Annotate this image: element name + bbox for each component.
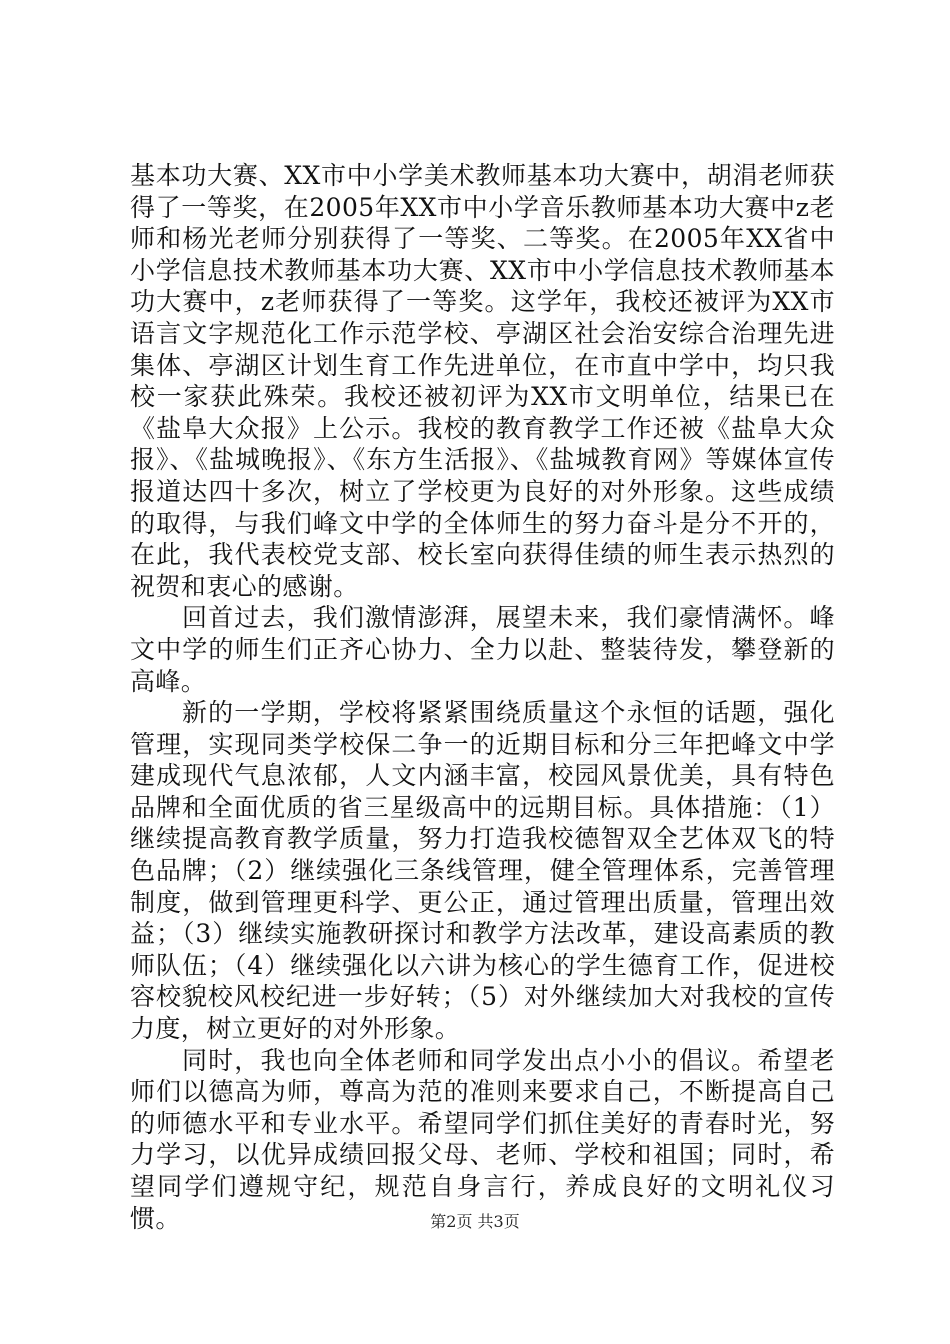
paragraph-new-term-plan: 新的一学期，学校将紧紧围绕质量这个永恒的话题，强化管理，实现同类学校保二争一的近期目标和分三年把峰文中学建成现代气息浓郁，人文内涵丰富，校园风景优美，具有特色品牌和全面优质的省三星级高中的远期目标。具体措施：（1）继续提高教育教学质量，努力打造我校德智双全艺体双飞的特色品牌；（2）继续强化三条线管理，健全管理体系，完善管理制度，做到管理更科学、更公正，通过管理出质量，管理出效益；（3）继续实施教研探讨和教学方法改革，建设高素质的教师队伍；（4）继续强化以六讲为核心的学生德育工作，促进校容校貌校风校纪进一步好转；（5）对外继续加大对我校的宣传力度，树立更好的对外形象。 (130, 698, 835, 1044)
paragraph-continued: 基本功大赛、XX市中小学美术教师基本功大赛中，胡涓老师获得了一等奖，在2005年XX市中小学音乐教师基本功大赛中z老师和杨光老师分别获得了一等奖、二等奖。在2005年XX省中小学信息技术教师基本功大赛、XX市中小学信息技术教师基本功大赛中，z老师获得了一等奖。这学年，我校还被评为XX市语言文字规范化工作示范学校、亭湖区社会治安综合治理先进集体、亭湖区计划生育工作先进单位，在市直中学中，均只我校一家获此殊荣。我校还被初评为XX市文明单位，结果已在《盐阜大众报》上公示。我校的教育教学工作还被《盐阜大众报》、《盐城晚报》、《东方生活报》、《盐城教育网》等媒体宣传报道达四十多次，树立了学校更为良好的对外形象。这些成绩的取得，与我们峰文中学的全体师生的努力奋斗是分不开的，在此，我代表校党支部、校长室向获得佳绩的师生表示热烈的祝贺和衷心的感谢。 (130, 161, 835, 601)
document-body (130, 160, 835, 1234)
page-footer: 第2页 共3页 (430, 1212, 520, 1231)
paragraph-review: 回首过去，我们激情澎湃，展望未来，我们豪情满怀。峰文中学的师生们正齐心协力、全力以赴、整装待发，攀登新的高峰。 (130, 603, 835, 696)
paragraph-proposal: 同时，我也向全体老师和同学发出点小小的倡议。希望老师们以德高为师，尊高为范的准则来要求自己，不断提高自己的师德水平和专业水平。希望同学们抓住美好的青春时光，努力学习，以优异成绩回报父母、老师、学校和祖国；同时，希望同学们遵规守纪，规范自身言行，养成良好的文明礼仪习惯。 (130, 1045, 835, 1233)
